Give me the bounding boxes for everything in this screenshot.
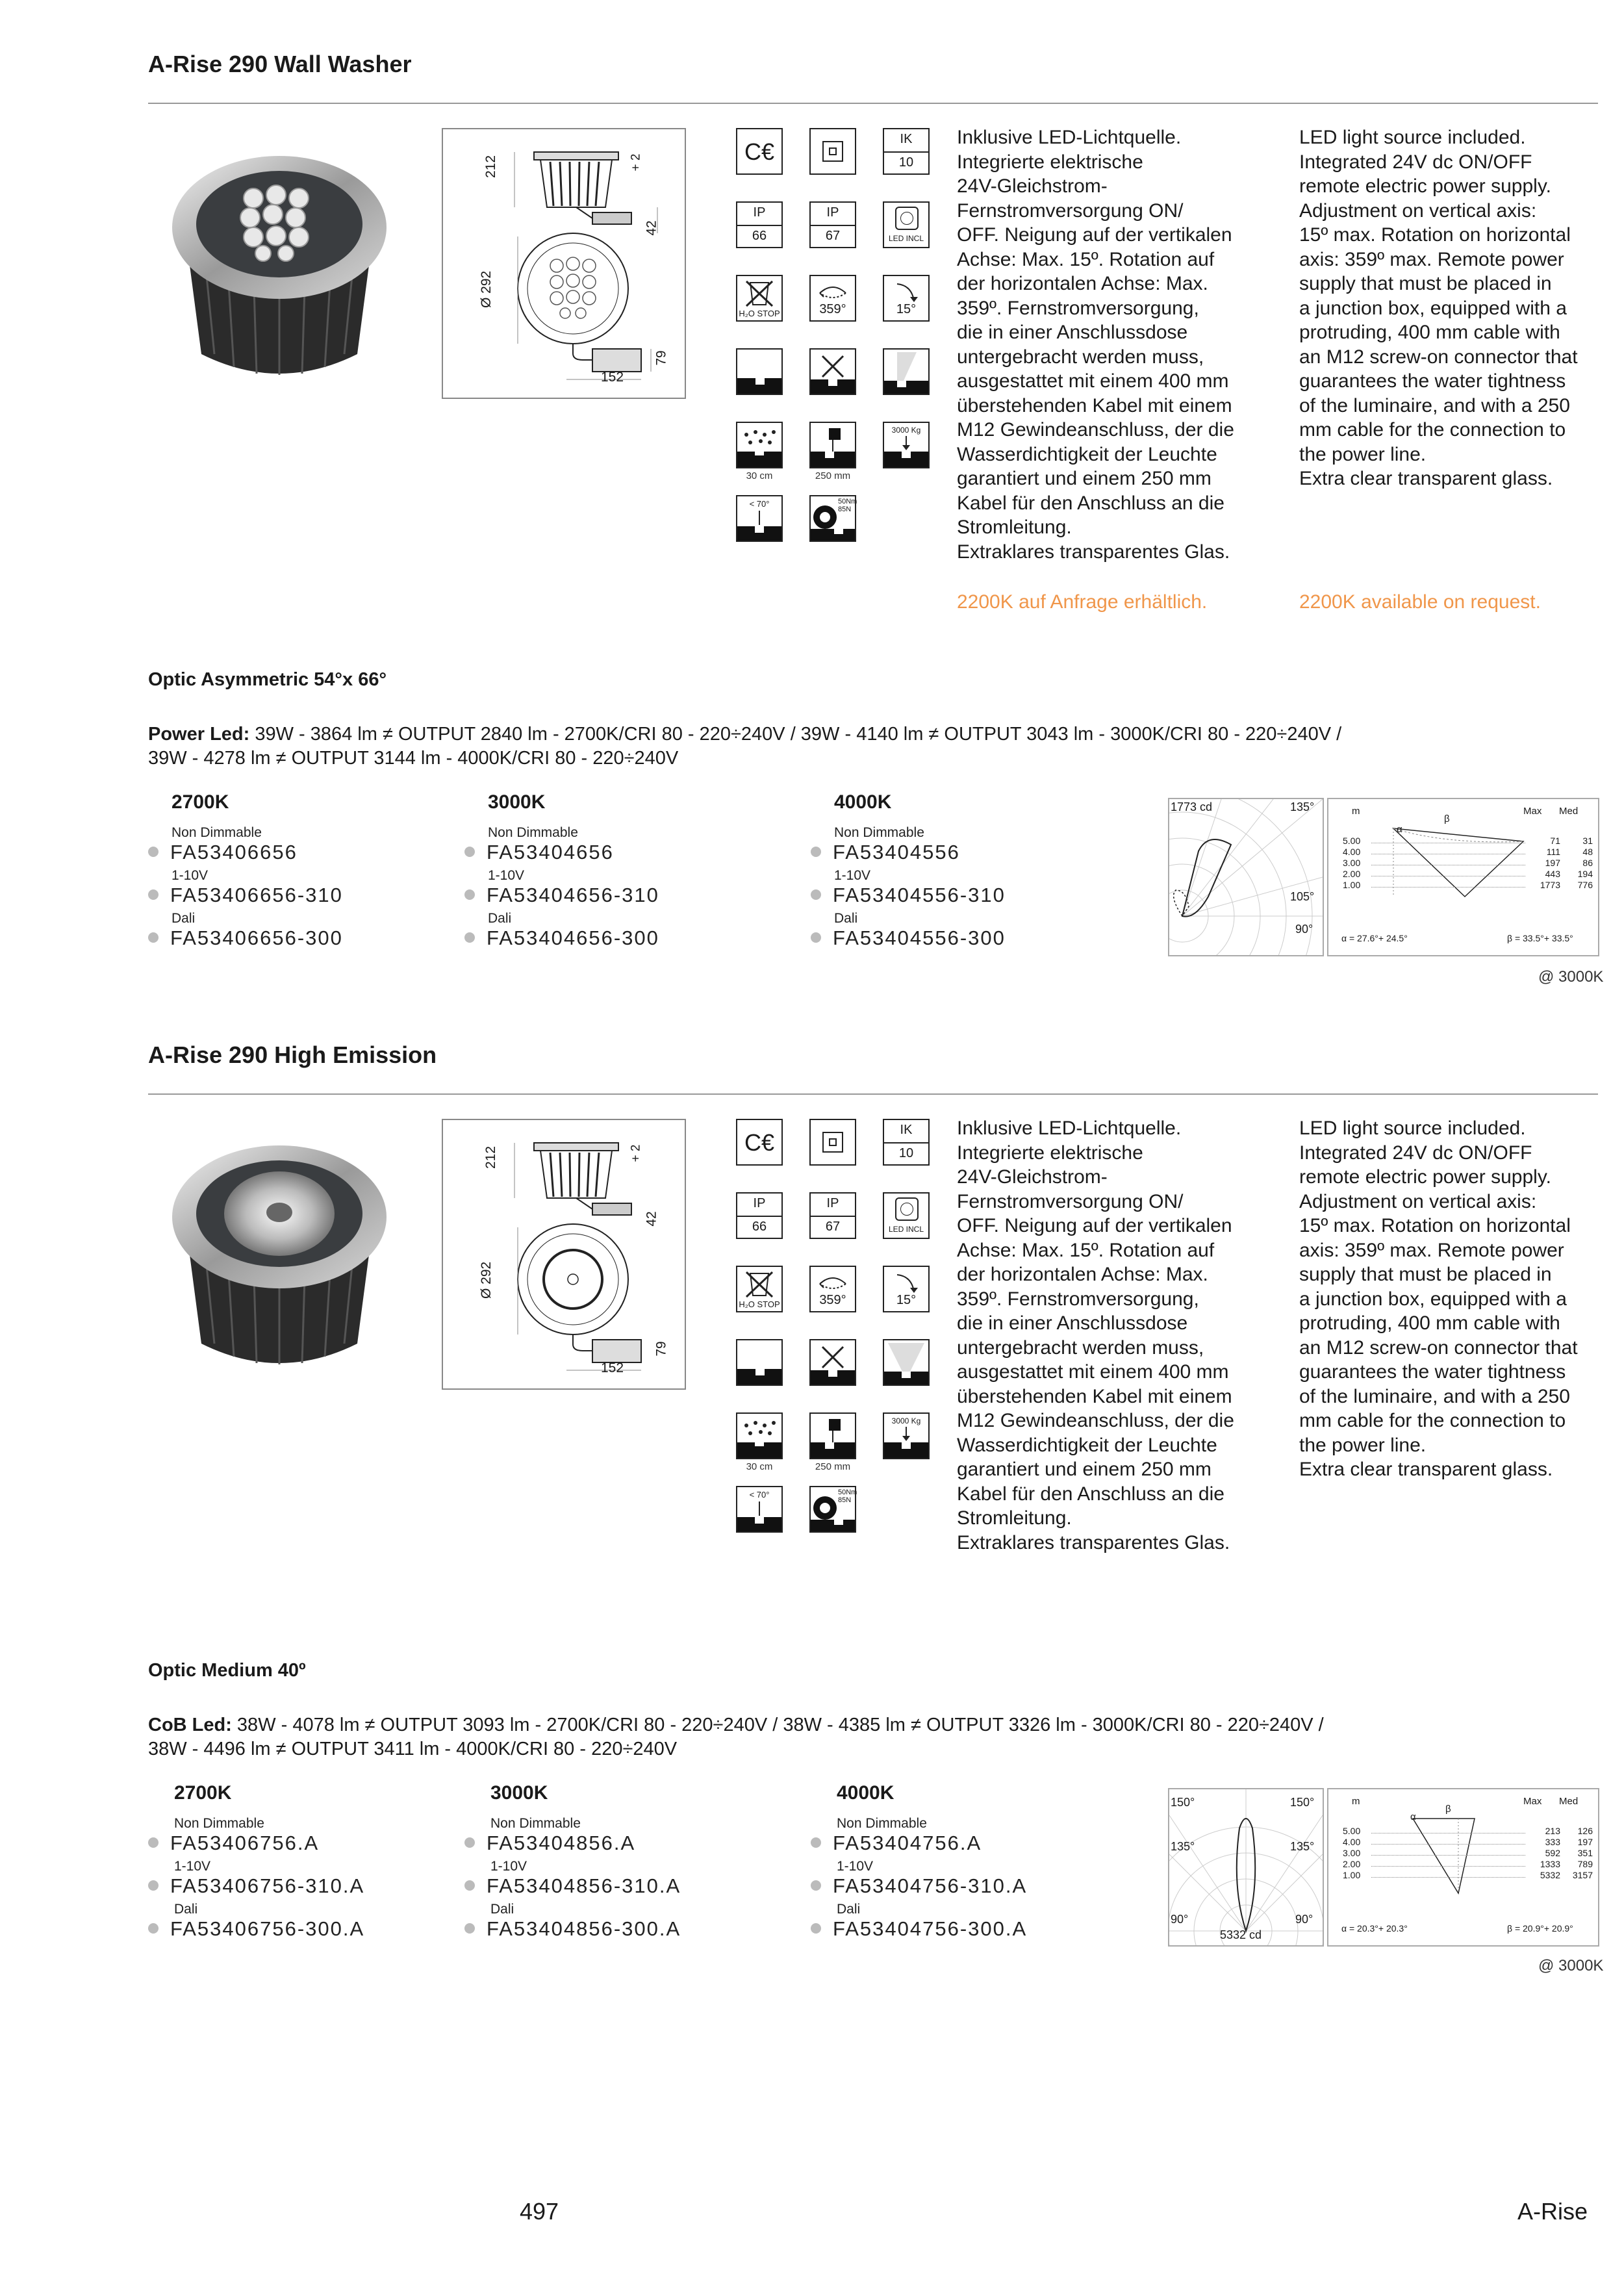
polar-angle-label: 90° xyxy=(1295,1913,1313,1926)
dim-box-width: 152 xyxy=(601,1361,624,1375)
note-english: 2200K available on request. xyxy=(1299,591,1541,613)
codes-column-4000k xyxy=(811,791,1123,950)
product-code: FA53404556-300 xyxy=(811,926,1123,950)
class-ii-icon xyxy=(809,1119,856,1166)
cable-length-icon xyxy=(809,1412,856,1459)
h2o-stop-icon: H₂O STOP xyxy=(736,275,783,322)
ip66-icon: IP 66 xyxy=(736,201,783,248)
cone-alpha: α xyxy=(1397,824,1402,835)
led-included-icon: LED INCL xyxy=(883,1192,930,1239)
variant-label: Non Dimmable xyxy=(834,825,924,840)
dim-box-height: 79 xyxy=(653,350,669,366)
product-code: FA53404556 xyxy=(811,841,1123,864)
gravel-depth-label: 30 cm xyxy=(746,470,773,481)
cable-length-icon xyxy=(809,422,856,468)
variant-label: Dali xyxy=(490,1902,514,1917)
cable-length-label: 250 mm xyxy=(815,470,851,481)
angle-limit-icon: < 70° xyxy=(736,495,783,542)
cone-unit: m xyxy=(1352,806,1360,817)
cone-beta: β xyxy=(1445,1804,1451,1815)
section-title: A-Rise 290 High Emission xyxy=(148,1041,437,1068)
cone-table: 5.00 71 31 4.00 111 48 3.00 197 86 2.00 443 194 1.00 1773 776 xyxy=(1343,836,1593,890)
variant-label: 1-10V xyxy=(171,868,209,883)
product-code: FA53404656-300 xyxy=(464,926,776,950)
polar-angle-label: 135° xyxy=(1171,1840,1195,1853)
beam-icon xyxy=(883,1339,930,1386)
codes-column-3000k xyxy=(464,1782,776,1941)
cone-table: 5.00 213 126 4.00 333 197 3.00 592 351 2.00 1333 789 1.00 5332 3157 xyxy=(1343,1826,1593,1880)
gravel-drain-icon xyxy=(736,422,783,468)
note-german: 2200K auf Anfrage erhältlich. xyxy=(957,591,1208,613)
cone-beta-value: β = 20.9°+ 20.9° xyxy=(1507,1923,1573,1934)
cable-length-label: 250 mm xyxy=(815,1461,851,1472)
codes-column-2700k xyxy=(148,1782,460,1941)
product-code: FA53404756-300.A xyxy=(811,1917,1123,1941)
cone-max-header: Max xyxy=(1523,1796,1542,1807)
product-code: FA53404856-300.A xyxy=(464,1917,776,1941)
ip67-icon: IP 67 xyxy=(809,1192,856,1239)
technical-drawing xyxy=(442,128,686,399)
cone-alpha: α xyxy=(1410,1811,1416,1822)
product-code: FA53404856.A xyxy=(464,1832,776,1855)
dim-offset: + 2 xyxy=(629,1144,643,1162)
tilt-icon: 15° xyxy=(883,275,930,322)
no-covering-icon xyxy=(809,1339,856,1386)
cone-med-header: Med xyxy=(1559,1796,1579,1807)
variant-label: Dali xyxy=(837,1902,861,1917)
dim-height: 212 xyxy=(483,1145,498,1169)
torque-icon: 50Nm 85N xyxy=(809,495,856,542)
gravel-depth-label: 30 cm xyxy=(746,1461,773,1472)
dim-box-width: 152 xyxy=(601,370,624,385)
polar-diagram xyxy=(1168,1788,1324,1947)
codes-column-4000k xyxy=(811,1782,1123,1941)
product-code: FA53406656-300 xyxy=(148,926,460,950)
page-number: 497 xyxy=(520,2198,559,2225)
variant-label: Non Dimmable xyxy=(837,1816,927,1831)
walkover-icon xyxy=(736,348,783,395)
ik-rating-icon: IK 10 xyxy=(883,128,930,175)
polar-angle-label: 150° xyxy=(1290,1796,1315,1809)
temp-heading: 2700K xyxy=(171,791,229,813)
variant-label: 1-10V xyxy=(837,1859,874,1874)
reference-kelvin: @ 3000K xyxy=(1538,968,1604,986)
polar-angle-label: 105° xyxy=(1290,890,1315,903)
temp-heading: 4000K xyxy=(837,1782,894,1804)
no-covering-icon xyxy=(809,348,856,395)
polar-cd-label: 1773 cd xyxy=(1171,800,1213,813)
class-ii-icon xyxy=(809,128,856,175)
cone-beta-value: β = 33.5°+ 33.5° xyxy=(1507,933,1573,943)
dim-diameter: Ø 292 xyxy=(479,270,494,308)
ip67-icon: IP 67 xyxy=(809,201,856,248)
power-spec: CoB Led: 38W - 4078 lm ≠ OUTPUT 3093 lm - 2700K/CRI 80 - 220÷240V / 38W - 4385 lm ≠ OUTPUT 3326 lm - 3000K/CRI 80 - 220÷240V / 38W - 4496 lm ≠ OUTPUT 3411 lm - 4000K/CRI 80 - 220÷240V xyxy=(148,1715,1324,1759)
variant-label: 1-10V xyxy=(488,868,525,883)
product-code: FA53406656-310 xyxy=(148,884,460,907)
temp-heading: 4000K xyxy=(834,791,892,813)
dim-height: 212 xyxy=(483,155,498,178)
product-code: FA53404756.A xyxy=(811,1832,1123,1855)
feature-icons xyxy=(736,1119,944,1502)
gravel-drain-icon xyxy=(736,1412,783,1459)
codes-column-2700k xyxy=(148,791,460,950)
cone-unit: m xyxy=(1352,1796,1360,1807)
rotation-icon: 359° xyxy=(809,1266,856,1312)
polar-angle-label: 90° xyxy=(1171,1913,1189,1926)
variant-label: Non Dimmable xyxy=(174,1816,264,1831)
cone-beta: β xyxy=(1444,813,1450,824)
h2o-stop-icon: H₂O STOP xyxy=(736,1266,783,1312)
torque-icon: 50Nm 85N xyxy=(809,1486,856,1533)
variant-label: 1-10V xyxy=(834,868,871,883)
ce-mark-icon: C€ xyxy=(736,1119,783,1166)
variant-label: Non Dimmable xyxy=(490,1816,581,1831)
dim-diameter: Ø 292 xyxy=(479,1261,494,1299)
polar-angle-label: 90° xyxy=(1295,923,1313,936)
family-name: A-Rise xyxy=(1517,2198,1588,2225)
cone-alpha-value: α = 27.6°+ 24.5° xyxy=(1341,933,1408,943)
cone-diagram xyxy=(1327,798,1599,956)
variant-label: 1-10V xyxy=(490,1859,527,1874)
optic-label: Optic Medium 40º xyxy=(148,1660,306,1681)
variant-label: Dali xyxy=(834,911,858,926)
ce-mark-icon: C€ xyxy=(736,128,783,175)
polar-angle-label: 135° xyxy=(1290,800,1315,813)
polar-cd-label: 5332 cd xyxy=(1220,1928,1262,1941)
optic-label: Optic Asymmetric 54°x 66° xyxy=(148,669,387,690)
feature-icons xyxy=(736,128,944,511)
product-code: FA53404756-310.A xyxy=(811,1874,1123,1898)
dim-offset: + 2 xyxy=(629,153,643,172)
variant-label: Non Dimmable xyxy=(488,825,578,840)
variant-label: Dali xyxy=(174,1902,198,1917)
polar-angle-label: 135° xyxy=(1290,1840,1315,1853)
product-code: FA53406756.A xyxy=(148,1832,460,1855)
codes-column-3000k xyxy=(464,791,776,950)
product-photo xyxy=(166,1136,393,1376)
ip66-icon: IP 66 xyxy=(736,1192,783,1239)
product-photo xyxy=(166,146,393,387)
temp-heading: 2700K xyxy=(174,1782,232,1804)
cone-alpha-value: α = 20.3°+ 20.3° xyxy=(1341,1923,1408,1934)
product-code: FA53404556-310 xyxy=(811,884,1123,907)
led-included-icon: LED INCL xyxy=(883,201,930,248)
product-code: FA53406656 xyxy=(148,841,460,864)
angle-limit-icon: < 70° xyxy=(736,1486,783,1533)
dim-depth: 42 xyxy=(644,220,659,236)
ik-rating-icon: IK 10 xyxy=(883,1119,930,1166)
polar-angle-label: 150° xyxy=(1171,1796,1195,1809)
description-german: Inklusive LED-Lichtquelle. Integrierte elektrische 24V-Gleichstrom- Fernstromversorgung ON/ OFF. Neigung auf der vertikalen Achse: Max. 15º. Rotation auf der horizontalen Achse: Max. 359º. Fernstromversorgung, die in einer Anschlussdose untergebracht werden muss, ausgestattet mit einem 400 mm überstehenden Kabel mit einem M12 Gewindeanschluss, der die Wasserdichtigkeit der Leuchte garantiert und einem 250 mm Kabel für den Anschluss an die Stromleitung. Extraklares transparentes Glas. xyxy=(957,1118,1234,1553)
polar-diagram xyxy=(1168,798,1324,956)
temp-heading: 3000K xyxy=(488,791,546,813)
load-icon: 3000 Kg xyxy=(883,422,930,468)
description-english: LED light source included. Integrated 24V dc ON/OFF remote electric power supply. Adjustment on vertical axis: 15º max. Rotation on horizontal axis: 359º max. Remote power supply that must be placed in a junction box, equipped with a protruding, 400 mm cable with an M12 screw-on connector that guarantees the water tightness of the luminaire, and with a 250 mm cable for the connection to the power line. Extra clear transparent glass. xyxy=(1299,127,1578,489)
technical-drawing xyxy=(442,1119,686,1390)
variant-label: 1-10V xyxy=(174,1859,211,1874)
rotation-icon: 359° xyxy=(809,275,856,322)
walkover-icon xyxy=(736,1339,783,1386)
divider xyxy=(148,1093,1598,1095)
product-code: FA53406756-300.A xyxy=(148,1917,460,1941)
product-code: FA53404856-310.A xyxy=(464,1874,776,1898)
variant-label: Dali xyxy=(171,911,196,926)
dim-box-height: 79 xyxy=(653,1341,669,1357)
description-german: Inklusive LED-Lichtquelle. Integrierte elektrische 24V-Gleichstrom- Fernstromversorgung ON/ OFF. Neigung auf der vertikalen Achse: Max. 15º. Rotation auf der horizontalen Achse: Max. 359º. Fernstromversorgung, die in einer Anschlussdose untergebracht werden muss, ausgestattet mit einem 400 mm überstehenden Kabel mit einem M12 Gewindeanschluss, der die Wasserdichtigkeit der Leuchte garantiert und einem 250 mm Kabel für den Anschluss an die Stromleitung. Extraklares transparentes Glas. xyxy=(957,127,1234,563)
section-title: A-Rise 290 Wall Washer xyxy=(148,51,412,77)
cone-max-header: Max xyxy=(1523,806,1542,817)
variant-label: Dali xyxy=(488,911,512,926)
load-icon: 3000 Kg xyxy=(883,1412,930,1459)
dim-depth: 42 xyxy=(644,1211,659,1227)
product-code: FA53404656 xyxy=(464,841,776,864)
divider xyxy=(148,103,1598,104)
product-code: FA53406756-310.A xyxy=(148,1874,460,1898)
power-spec: Power Led: 39W - 3864 lm ≠ OUTPUT 2840 lm - 2700K/CRI 80 - 220÷240V / 39W - 4140 lm ≠ OUTPUT 3043 lm - 3000K/CRI 80 - 220÷240V / 39W - 4278 lm ≠ OUTPUT 3144 lm - 4000K/CRI 80 - 220÷240V xyxy=(148,724,1342,769)
reference-kelvin: @ 3000K xyxy=(1538,1957,1604,1974)
tilt-icon: 15° xyxy=(883,1266,930,1312)
product-code: FA53404656-310 xyxy=(464,884,776,907)
cone-diagram xyxy=(1327,1788,1599,1947)
beam-icon xyxy=(883,348,930,395)
cone-med-header: Med xyxy=(1559,806,1579,817)
temp-heading: 3000K xyxy=(490,1782,548,1804)
description-english: LED light source included. Integrated 24V dc ON/OFF remote electric power supply. Adjustment on vertical axis: 15º max. Rotation on horizontal axis: 359º max. Remote power supply that must be placed in a junction box, equipped with a protruding, 400 mm cable with an M12 screw-on connector that guarantees the water tightness of the luminaire, and with a 250 mm cable for the connection to the power line. Extra clear transparent glass. xyxy=(1299,1118,1578,1480)
variant-label: Non Dimmable xyxy=(171,825,262,840)
